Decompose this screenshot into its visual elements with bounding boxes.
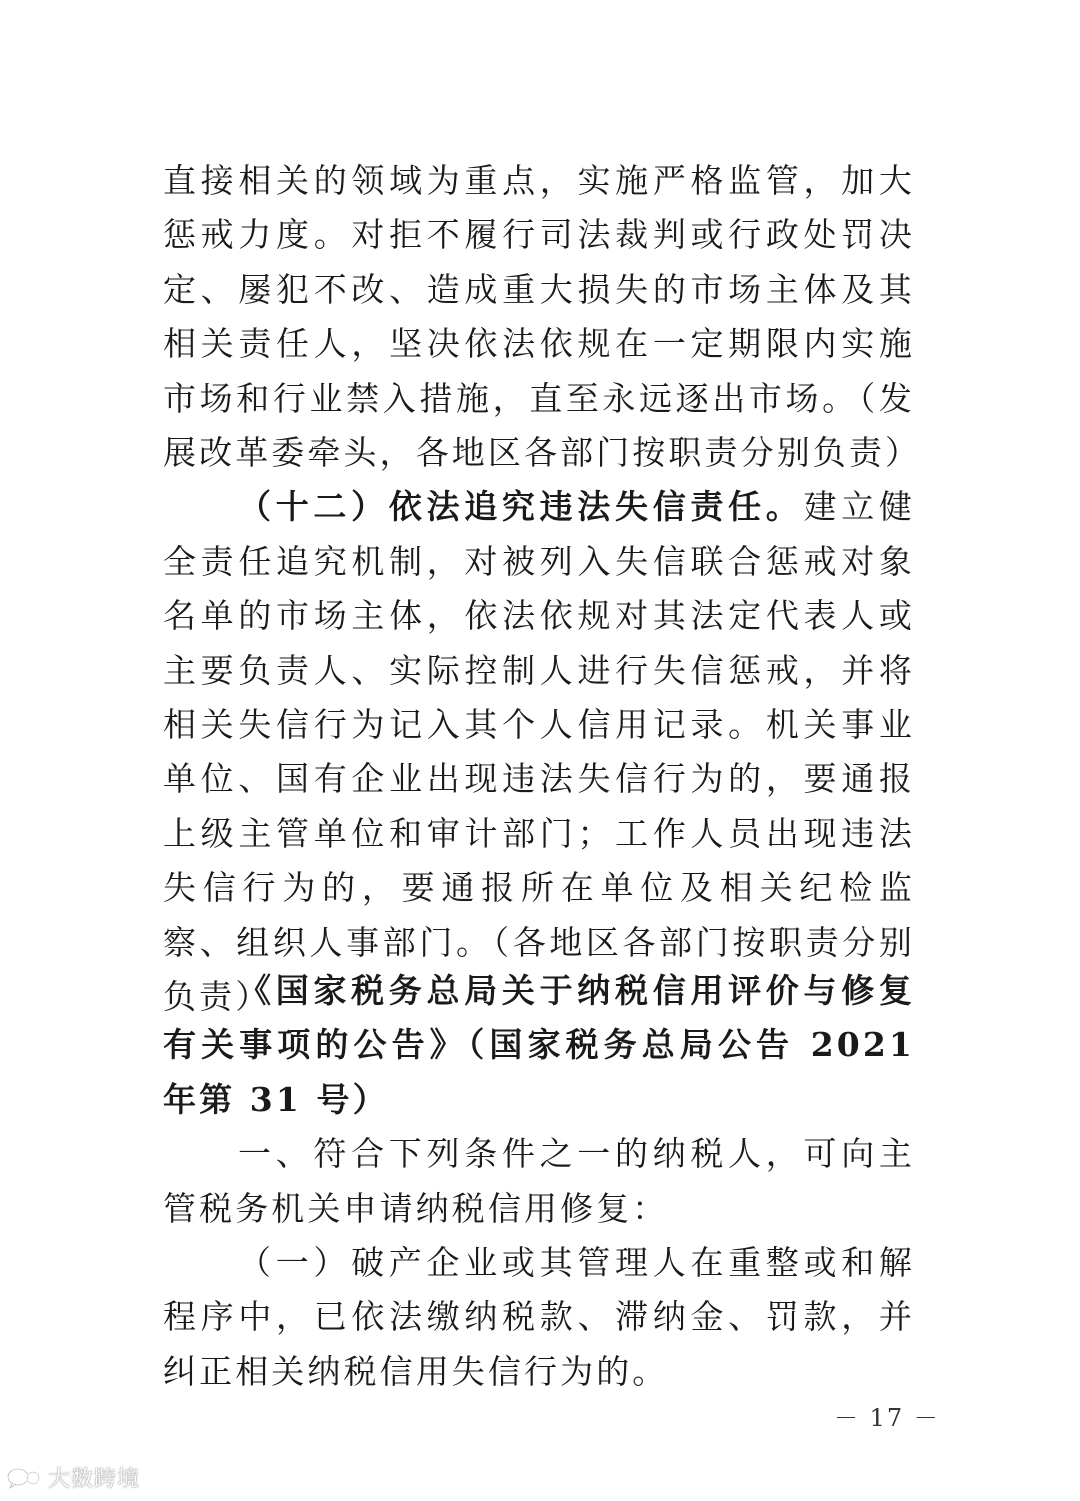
announcement-title: 《国家税务总局关于纳税信用评价与修复有关事项的公告》（国家税务总局公告 2021 年第 31 号）: [163, 971, 915, 1119]
page-number: － 17 －: [834, 1404, 940, 1432]
paragraph-section-12: [163, 480, 915, 1024]
announcement-clause-1: 一、符合下列条件之一的纳税人，可向主管税务机关申请纳税信用修复：: [163, 1134, 915, 1228]
watermark-text: 大数跨境: [48, 1467, 141, 1492]
watermark: [6, 1462, 140, 1493]
paragraph-continuation: 直接相关的领域为重点，实施严格监管，加大惩戒力度。对拒不履行司法裁判或行政处罚决定、屡犯不改、造成重大损失的市场主体及其相关责任人，坚决依法依规在一定期限内实施市场和行业禁入措施，直至永远逐出市场。（发展改革委牵头，各地区各部门按职责分别负责）: [163, 161, 922, 473]
section-12-body: 建立健全责任追究机制，对被列入失信联合惩戒对象名单的市场主体，依法依规对其法定代表人或主要负责人、实际控制人进行失信惩戒，并将相关失信行为记入其个人信用记录。机关事业单位、国有企业出现违法失信行为的，要通报上级主管单位和审计部门；工作人员出现违法失信行为的，要通报所在单位及相关纪检监察、组织人事部门。（各地区各部门按职责分别负责）: [163, 487, 915, 1017]
chat-bubble-logo-icon: [6, 1467, 42, 1489]
section-12-heading: （十二）依法追究违法失信责任。: [238, 487, 804, 527]
document-body-upper: [163, 154, 922, 1025]
announcement-item-1: （一）破产企业或其管理人在重整或和解程序中，已依法缴纳税款、滞纳金、罚款，并纠正相关纳税信用失信行为的。: [163, 1243, 915, 1391]
document-body-lower: [163, 964, 915, 1399]
